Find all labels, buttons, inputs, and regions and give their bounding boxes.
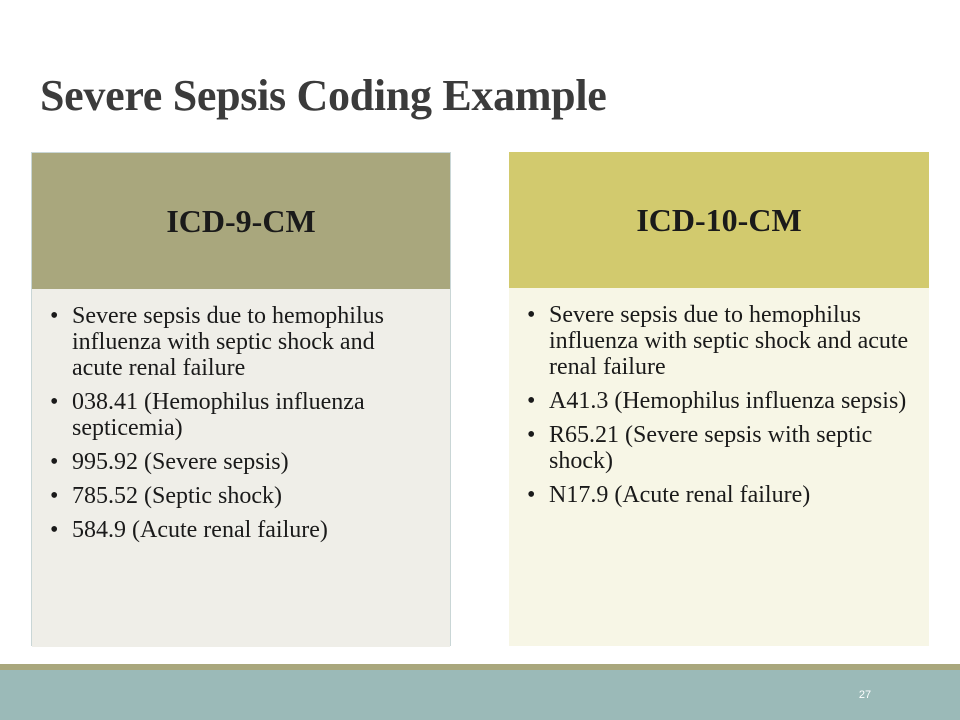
icd9-header <box>32 153 450 289</box>
list-item: • A41.3 (Hemophilus influenza sepsis) <box>527 388 909 414</box>
list-item: • 584.9 (Acute renal failure) <box>50 517 430 543</box>
list-item: • 995.92 (Severe sepsis) <box>50 449 430 475</box>
icd10-header <box>509 152 929 288</box>
list-item: • N17.9 (Acute renal failure) <box>527 482 909 508</box>
icd10-heading: ICD-10-CM <box>636 201 802 238</box>
icd9-heading: ICD-9-CM <box>166 202 316 239</box>
icd10-body <box>509 288 929 646</box>
list-item: • 785.52 (Septic shock) <box>50 483 430 509</box>
list-item: • Severe sepsis due to hemophilus influenza with septic shock and acute renal failure <box>527 302 909 380</box>
icd10-list <box>527 302 909 508</box>
icd9-body <box>32 289 450 647</box>
footer-bar <box>0 670 960 720</box>
page-number: 27 <box>858 689 872 701</box>
list-item: • Severe sepsis due to hemophilus influenza with septic shock and acute renal failure <box>50 303 430 381</box>
slide-title: Severe Sepsis Coding Example <box>40 71 607 120</box>
icd10-column <box>509 152 929 646</box>
icd9-list <box>50 303 430 543</box>
list-item: • 038.41 (Hemophilus influenza septicemia) <box>50 389 430 441</box>
icd9-column <box>31 152 451 646</box>
list-item: • R65.21 (Severe sepsis with septic shock) <box>527 422 909 474</box>
